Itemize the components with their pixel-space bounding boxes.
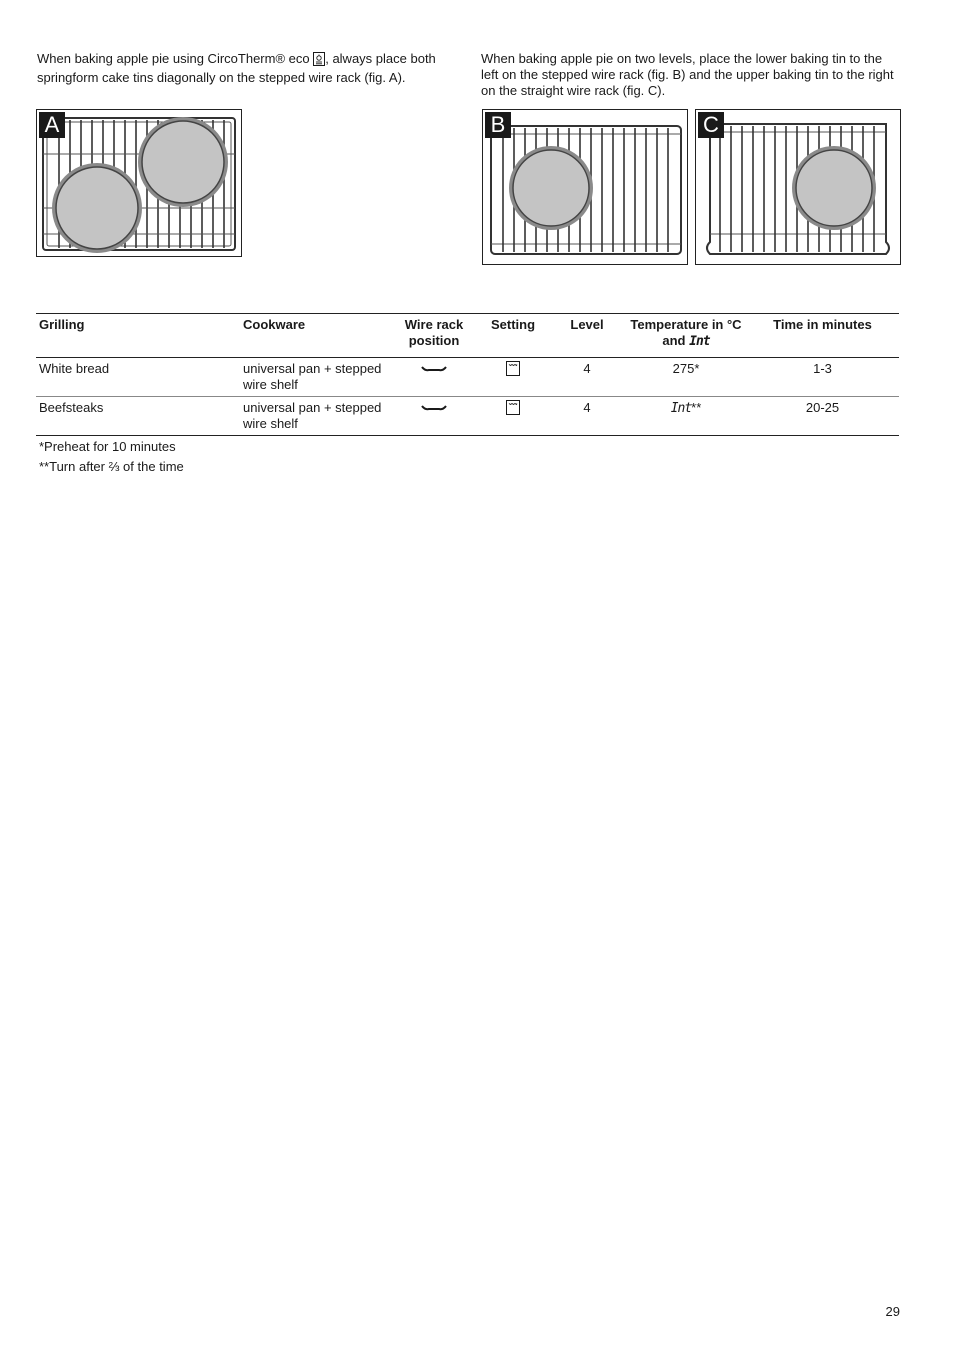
int-glyph: Int: [670, 401, 692, 416]
wire-rack-position-icon: [421, 361, 447, 376]
cell-level: 4: [548, 358, 626, 397]
int-glyph: Int: [689, 334, 710, 349]
cell-temperature-suffix: **: [691, 400, 702, 415]
cell-cookware: universal pan + stepped wire shelf: [240, 358, 390, 397]
figure-c-illustration: [696, 110, 900, 264]
footnote-turn: **Turn after ⅔ of the time: [39, 459, 184, 474]
figure-c-label: C: [698, 112, 724, 138]
cell-cookware: universal pan + stepped wire shelf: [240, 397, 390, 436]
figure-b-illustration: [483, 110, 687, 264]
figure-b-label: B: [485, 112, 511, 138]
figure-a-label: A: [39, 112, 65, 138]
header-grilling: Grilling: [36, 314, 240, 358]
cell-wire-rack: [390, 358, 478, 397]
figure-c-straight-rack-right-tin: [695, 109, 901, 265]
figure-a-stepped-rack-diagonal-tins: [36, 109, 242, 257]
footnote-preheat: *Preheat for 10 minutes: [39, 439, 176, 454]
figure-a-illustration: [37, 110, 241, 256]
page-number: 29: [885, 1304, 900, 1319]
cell-time: 1-3: [746, 358, 899, 397]
header-temperature: [626, 314, 746, 358]
cell-dish: White bread: [36, 358, 240, 397]
top-heat-grill-icon: [506, 364, 520, 379]
cell-temperature: [626, 358, 746, 397]
cell-time: 20-25: [746, 397, 899, 436]
table-row: [36, 358, 899, 397]
header-level: Level: [548, 314, 626, 358]
cell-setting: [478, 397, 548, 436]
header-temperature-text: Temperature in °C and: [630, 317, 742, 348]
intro-left-text-end: , always place both springform cake tins diagonally on the stepped wire rack (fig. A).: [37, 51, 436, 85]
cell-temperature: [626, 397, 746, 436]
intro-paragraph-right: When baking apple pie on two levels, place the lower baking tin to the left on the stepped wire rack (fig. B) and the upper baking tin to the right on the straight wire rack (fig. C).: [481, 51, 894, 98]
table-header-row: [36, 314, 899, 358]
table-row: [36, 397, 899, 436]
cell-temperature-value: 275*: [672, 361, 700, 376]
cell-wire-rack: [390, 397, 478, 436]
intro-left-text-start: When baking apple pie using CircoTherm® eco: [37, 51, 314, 66]
top-heat-grill-icon: [506, 403, 520, 418]
header-time: Time in minutes: [746, 314, 899, 358]
grilling-table: [36, 313, 899, 436]
circotherm-eco-icon: [313, 52, 325, 70]
cell-level: 4: [548, 397, 626, 436]
header-cookware: Cookware: [240, 314, 390, 358]
header-setting: Setting: [478, 314, 548, 358]
cell-setting: [478, 358, 548, 397]
intro-paragraph-left: [37, 51, 457, 86]
wire-rack-position-icon: [421, 400, 447, 415]
header-wire-rack-position: Wire rack position: [390, 314, 478, 358]
figure-b-stepped-rack-left-tin: [482, 109, 688, 265]
cell-dish: Beefsteaks: [36, 397, 240, 436]
footnotes: [39, 437, 184, 477]
